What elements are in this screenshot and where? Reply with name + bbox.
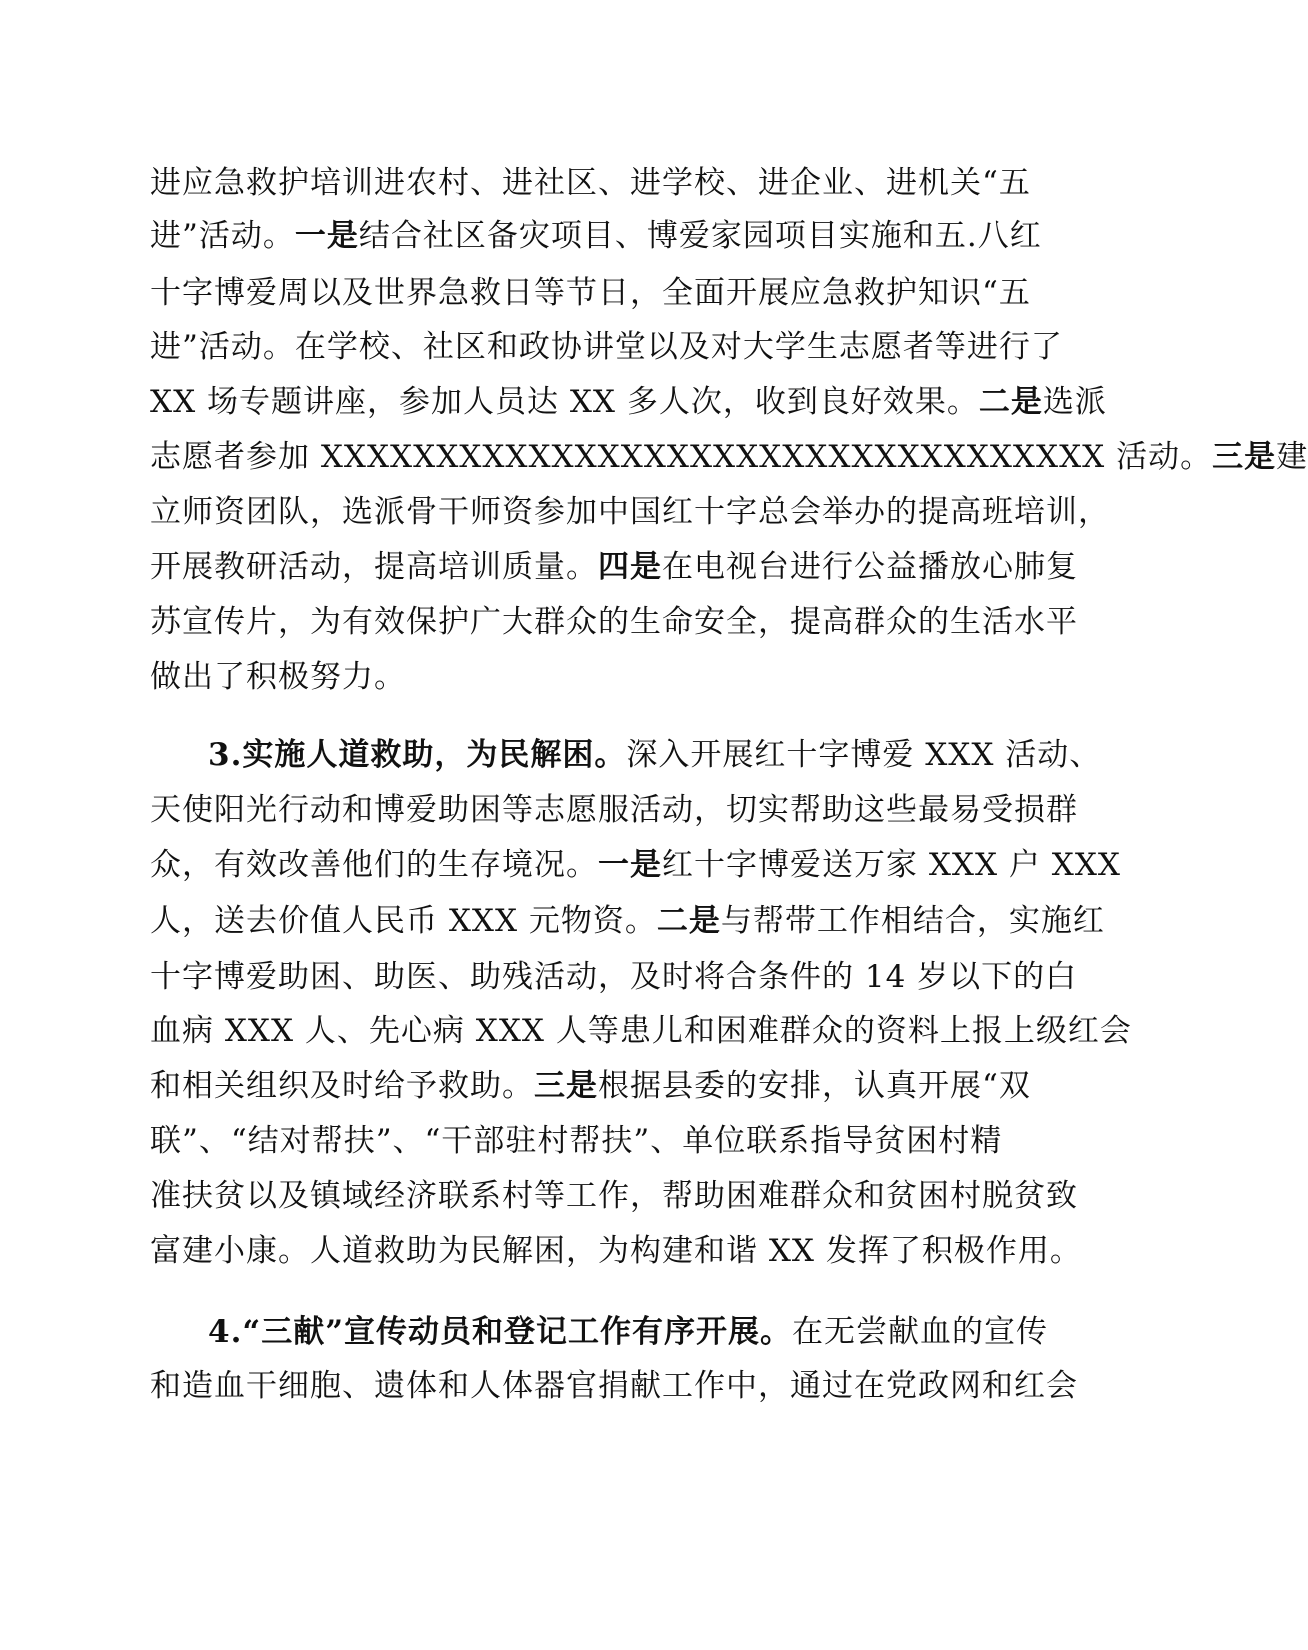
line-text: 富建小康。人道救助为民解困，为构建和谐 XX 发挥了积极作用。 (150, 1233, 1082, 1269)
line-text: 在电视台进行公益播放心肺复 (662, 549, 1078, 585)
text-line (150, 1011, 1132, 1051)
line-text: 志愿者参加 XXXXXXXXXXXXXXXXXXXXXXXXXXXXXXXXXX 活动。 (150, 439, 1213, 475)
line-text: 建 (1276, 439, 1308, 475)
line-text: 根据县委的安排，认真开展“双 (598, 1068, 1031, 1104)
bold-keyword: 三是 (1212, 439, 1277, 475)
line-text: 联”、“结对帮扶”、“干部驻村帮扶”、单位联系指导贫困村精 (150, 1123, 1003, 1159)
text-line (150, 163, 1031, 203)
text-line (208, 735, 1101, 775)
text-line (150, 1121, 1002, 1161)
line-text: 准扶贫以及镇域经济联系村等工作，帮助困难群众和贫困村脱贫致 (150, 1178, 1078, 1214)
bold-keyword: 二是 (978, 384, 1043, 420)
section-heading: 3.实施人道救助，为民解困。 (208, 737, 627, 773)
line-text: 十字博爱助困、助医、助残活动，及时将合条件的 14 岁以下的白 (150, 959, 1078, 995)
line-text: 与帮带工作相结合，实施红 (720, 903, 1105, 939)
text-line (150, 790, 1078, 830)
bold-keyword: 四是 (598, 549, 662, 585)
bold-keyword: 二是 (656, 903, 721, 939)
line-text: 众，有效改善他们的生存境况。 (150, 847, 598, 883)
line-text: 人，送去价值人民币 XXX 元物资。 (150, 903, 657, 939)
text-line (150, 492, 1110, 532)
line-text: 血病 XXX 人、先心病 XXX 人等患儿和困难群众的资料上报上级红会 (150, 1013, 1132, 1049)
line-text: 开展教研活动，提高培训质量。 (150, 549, 598, 585)
text-line (150, 901, 1105, 941)
line-text: 在无尝献血的宣传 (792, 1314, 1049, 1350)
text-line (150, 1066, 1031, 1106)
text-line (150, 327, 1063, 367)
text-line (150, 602, 1078, 642)
text-line (150, 1231, 1082, 1271)
text-line (150, 547, 1078, 587)
text-line (150, 657, 406, 697)
section-heading: 4.“三献”宣传动员和登记工作有序开展。 (208, 1314, 793, 1350)
line-text: 天使阳光行动和博爱助困等志愿服活动，切实帮助这些最易受损群 (150, 792, 1078, 828)
line-text: 深入开展红十字博爱 XXX 活动、 (626, 737, 1102, 773)
line-text: 进应急救护培训进农村、进社区、进学校、进企业、进机关“五 (150, 165, 1031, 201)
line-text: 十字博爱周以及世界急救日等节日，全面开展应急救护知识“五 (150, 275, 1031, 311)
bold-keyword: 一是 (294, 218, 359, 254)
line-text: 选派 (1042, 384, 1107, 420)
line-text: 进”活动。在学校、社区和政协讲堂以及对大学生志愿者等进行了 (150, 329, 1063, 365)
text-line (150, 437, 1308, 477)
line-text: XX 场专题讲座，参加人员达 XX 多人次，收到良好效果。 (150, 384, 979, 420)
text-line (150, 382, 1107, 422)
text-line (150, 1176, 1078, 1216)
line-text: 结合社区备灾项目、博爱家园项目实施和五.八红 (358, 218, 1042, 254)
line-text: 进”活动。 (150, 218, 295, 254)
line-text: 红十字博爱送万家 XXX 户 XXX (662, 847, 1121, 883)
line-text: 苏宣传片，为有效保护广大群众的生命安全，提高群众的生活水平 (150, 604, 1078, 640)
text-line (150, 216, 1042, 256)
line-text: 做出了积极努力。 (150, 659, 406, 695)
text-line (150, 845, 1121, 885)
text-line (208, 1312, 1048, 1352)
line-text: 立师资团队，选派骨干师资参加中国红十字总会举办的提高班培训， (150, 494, 1110, 530)
bold-keyword: 三是 (534, 1068, 598, 1104)
line-text: 和造血干细胞、遗体和人体器官捐献工作中，通过在党政网和红会 (150, 1368, 1078, 1404)
bold-keyword: 一是 (598, 847, 662, 883)
line-text: 和相关组织及时给予救助。 (150, 1068, 534, 1104)
text-line (150, 1366, 1078, 1406)
text-line (150, 273, 1031, 313)
text-line (150, 957, 1077, 997)
